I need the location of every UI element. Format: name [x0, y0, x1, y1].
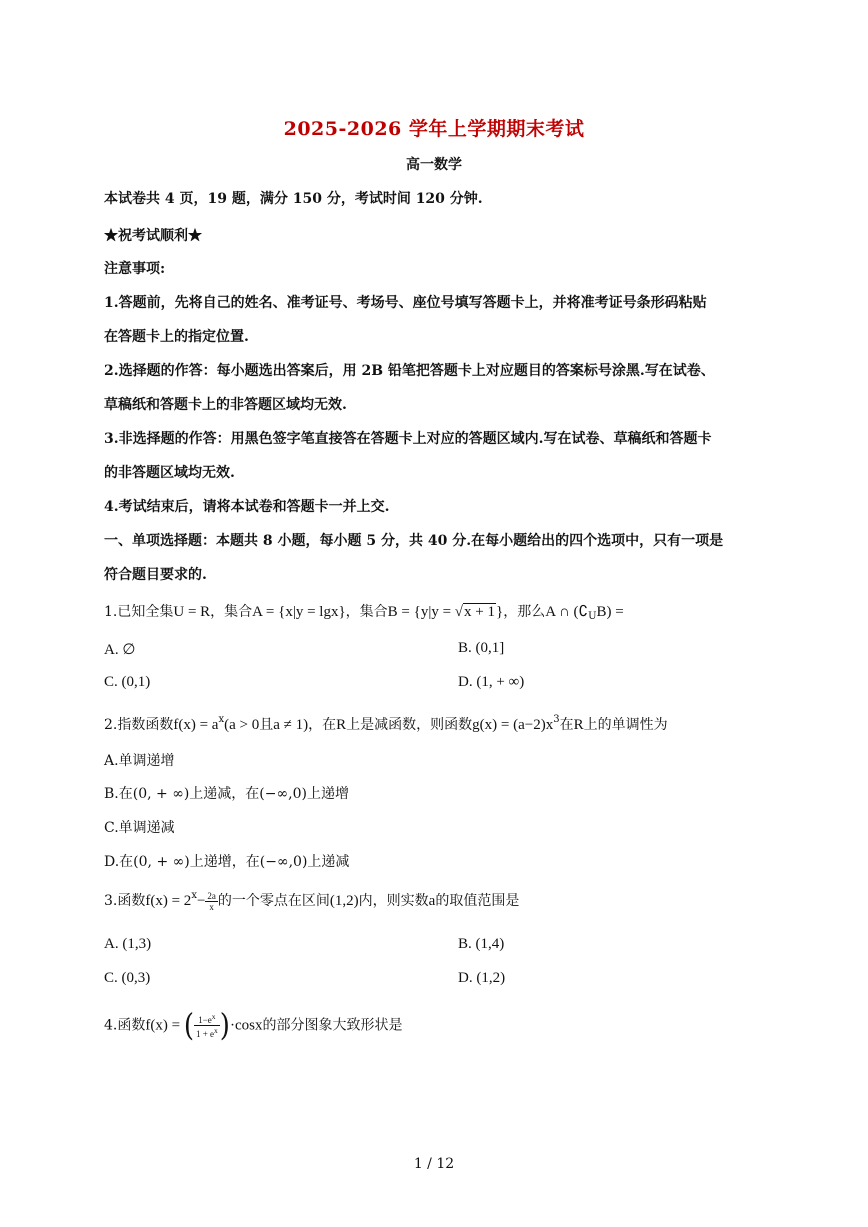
option-d: D.在(0, + ∞)上递增，在(−∞,0)上递减	[104, 854, 350, 870]
page-number: 1 / 12	[413, 1156, 455, 1172]
option-c: C. (0,3)	[104, 970, 151, 986]
question-3: 3.函数$f(x) = 2^x-$ $\frac{2a}{x}$ 的一个零点在区间(1,2)内，则实数a的取值范围是	[104, 890, 520, 912]
question-1: 1.已知全集U = R，集合A = {x|y = lgx}，集合B = {y|y = √x + 1}，那么A ∩ $(∁_UB)$ =	[104, 604, 624, 622]
notice-line: 的非答题区域均无效.	[104, 465, 235, 481]
question-4: 4.函数f(x) = ( $\frac{1-e^x}{1 + e^x}$ )·cosx的部分图象大致形状是	[104, 1007, 403, 1044]
exam-wish: ★祝考试顺利★	[104, 228, 202, 244]
exam-title: 2025-2026 学年上学期期末考试	[283, 118, 585, 140]
notice-line: 在答题卡上的指定位置.	[104, 329, 249, 345]
option-b: B. (0,1]	[458, 640, 505, 656]
notice-line: 草稿纸和答题卡上的非答题区域均无效.	[104, 397, 347, 413]
notice-line: 2.选择题的作答：每小题选出答案后，用 2B 铅笔把答题卡上对应题目的答案标号涂黑.写在试卷、	[104, 363, 715, 379]
option-a: A. ∅	[104, 642, 136, 658]
notice-heading: 注意事项:	[104, 261, 166, 277]
notice-line: 4.考试结束后，请将本试卷和答题卡一并上交.	[104, 499, 390, 515]
option-b: B.在(0, + ∞)上递减，在(−∞,0)上递增	[104, 786, 349, 802]
notice-line: 3.非选择题的作答：用黑色签字笔直接答在答题卡上对应的答题区域内.写在试卷、草稿纸和答题卡	[104, 431, 712, 447]
exam-info: 本试卷共 4 页，19 题，满分 150 分，考试时间 120 分钟.	[104, 191, 483, 207]
notice-line: 1.答题前，先将自己的姓名、准考证号、考场号、座位号填写答题卡上，并将准考证号条形码粘贴	[104, 295, 707, 311]
exam-subject: 高一数学	[406, 157, 462, 173]
option-a: A.单调递增	[104, 753, 175, 769]
section-heading: 一、单项选择题：本题共 8 小题，每小题 5 分，共 40 分.在每小题给出的四个选项中，只有一项是	[104, 533, 724, 549]
option-d: D. (1,2)	[458, 970, 506, 986]
option-a: A. (1,3)	[104, 936, 152, 952]
option-c: C.单调递减	[104, 820, 175, 836]
option-b: B. (1,4)	[458, 936, 505, 952]
question-2: 2.指数函数$f(x) = a^x(a > 0$且a ≠ 1)，在R上是减函数，则函数$g(x) = (a-2)x^3$在R上的单调性为	[104, 714, 668, 733]
option-c: C. (0,1)	[104, 674, 151, 690]
section-heading: 符合题目要求的.	[104, 567, 207, 583]
option-d: D. (1, + ∞)	[458, 674, 525, 690]
